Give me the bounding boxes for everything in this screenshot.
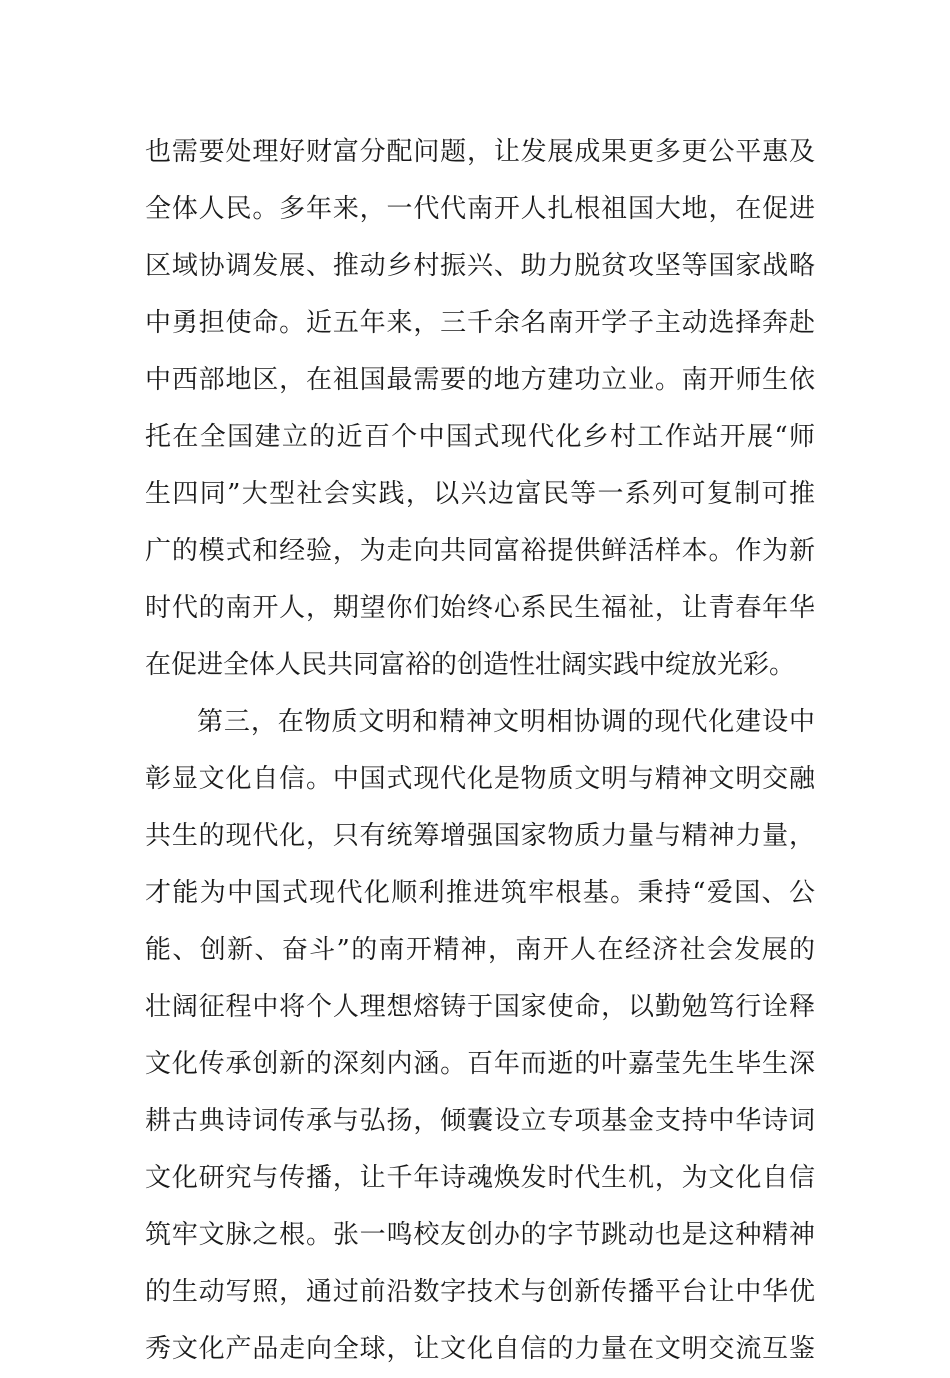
text-line: 中勇担使命。近五年来，三千余名南开学子主动选择奔赴: [145, 308, 815, 338]
text-line: 时代的南开人，期望你们始终心系民生福祉，让青春年华: [145, 593, 815, 623]
text-line: 全体人民。多年来，一代代南开人扎根祖国大地，在促进: [145, 194, 815, 224]
text-line: 生四同”大型社会实践，以兴边富民等一系列可复制可推: [145, 479, 815, 509]
text-line: 壮阔征程中将个人理想熔铸于国家使命，以勤勉笃行诠释: [145, 992, 815, 1022]
text-line: 区域协调发展、推动乡村振兴、助力脱贫攻坚等国家战略: [145, 251, 815, 281]
document-body: [145, 124, 815, 1378]
text-line: 第三，在物质文明和精神文明相协调的现代化建设中: [197, 707, 815, 737]
text-line: 筑牢文脉之根。张一鸣校友创办的字节跳动也是这种精神: [145, 1220, 815, 1250]
text-line: 的生动写照，通过前沿数字技术与创新传播平台让中华优: [145, 1277, 815, 1307]
text-line: 才能为中国式现代化顺利推进筑牢根基。秉持“爱国、公: [145, 878, 815, 908]
paragraph-2: [145, 694, 815, 1378]
text-line: 文化研究与传播，让千年诗魂焕发时代生机，为文化自信: [145, 1163, 815, 1193]
text-line: 托在全国建立的近百个中国式现代化乡村工作站开展“师: [145, 422, 815, 452]
text-line: 耕古典诗词传承与弘扬，倾囊设立专项基金支持中华诗词: [145, 1106, 815, 1136]
text-line: 文化传承创新的深刻内涵。百年而逝的叶嘉莹先生毕生深: [145, 1049, 815, 1079]
text-line: 秀文化产品走向全球，让文化自信的力量在文明交流互鉴: [145, 1334, 815, 1364]
text-line: 中西部地区，在祖国最需要的地方建功立业。南开师生依: [145, 365, 815, 395]
text-line: 广的模式和经验，为走向共同富裕提供鲜活样本。作为新: [145, 536, 815, 566]
paragraph-1: [145, 124, 815, 694]
text-line: 在促进全体人民共同富裕的创造性壮阔实践中绽放光彩。: [145, 650, 796, 680]
text-line: 彰显文化自信。中国式现代化是物质文明与精神文明交融: [145, 764, 815, 794]
text-line: 能、创新、奋斗”的南开精神，南开人在经济社会发展的: [145, 935, 815, 965]
text-line: 也需要处理好财富分配问题，让发展成果更多更公平惠及: [145, 137, 815, 167]
text-line: 共生的现代化，只有统筹增强国家物质力量与精神力量，: [145, 821, 815, 851]
